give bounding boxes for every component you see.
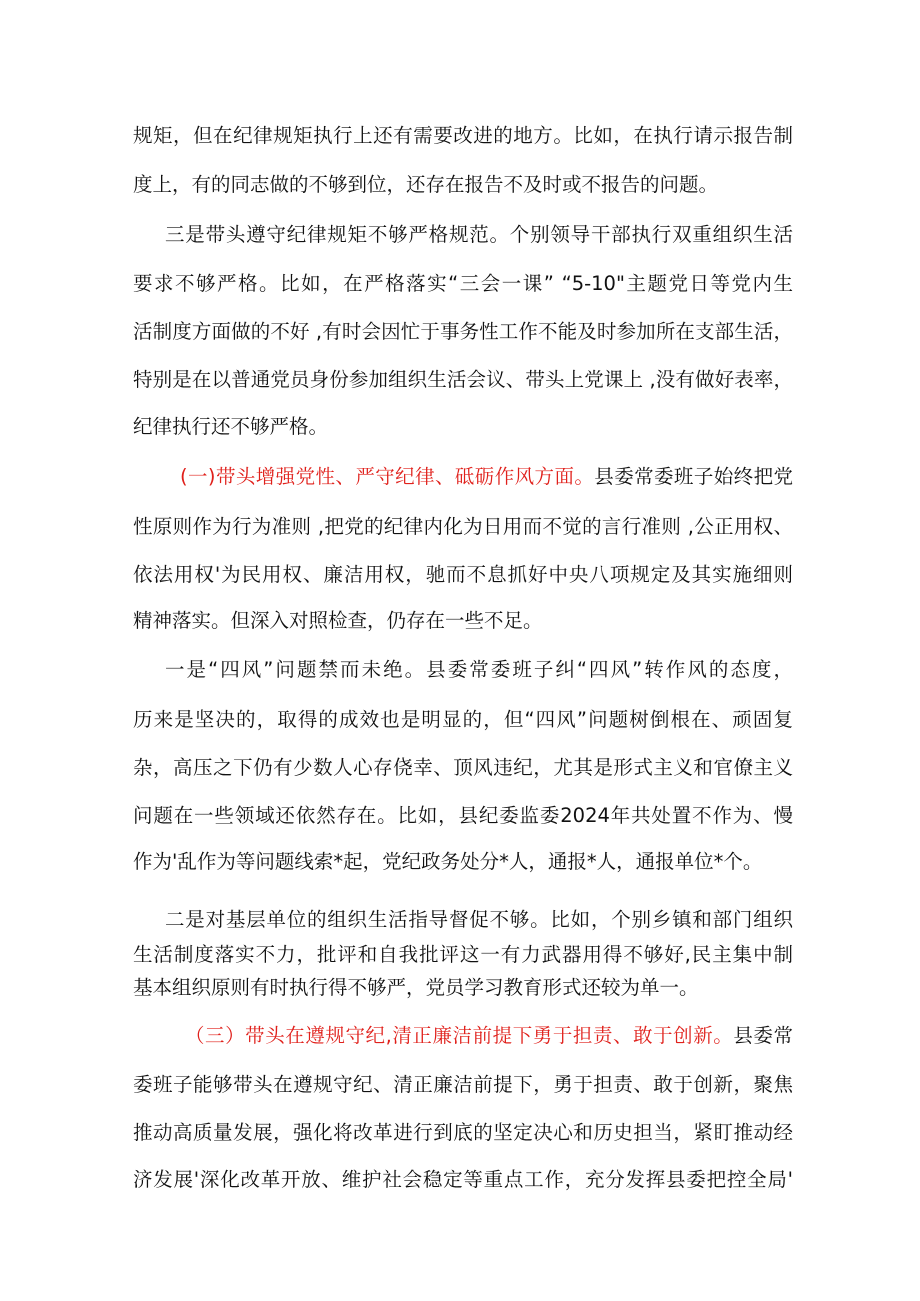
text-line: 要求不够严格。比如，在严格落实“三会一课” “5-10"主题党日等党内生: [133, 272, 793, 295]
text-line: 度上，有的同志做的不够到位，还存在报告不及时或不报告的问题。: [133, 173, 719, 196]
section-heading: (一)带头增强党性、严守纪律、砥砺作风方面。: [180, 465, 595, 488]
text-line: 依法用权'为民用权、廉洁用权，驰而不息抓好中央八项规定及其实施细则: [133, 563, 793, 586]
text-line: 生活制度落实不力，批评和自我批评这一有力武器用得不够好,民主集中制: [133, 943, 793, 966]
text-line: 推动高质量发展，强化将改革进行到底的坚定决心和历史担当，紧盯推动经: [133, 1121, 793, 1144]
section-heading-line: [185, 1022, 793, 1050]
text-line: 委班子能够带头在遵规守纪、清正廉洁前提下，勇于担责、敢于创新，聚焦: [133, 1073, 793, 1096]
text-line: 杂，高压之下仍有少数人心存侥幸、顶风违纪，尤其是形式主义和官僚主义: [133, 756, 793, 779]
text-line: 基本组织原则有时执行得不够严，党员学习教育形式还较为单一。: [133, 976, 699, 999]
text-line: 规矩，但在纪律规矩执行上还有需要改进的地方。比如，在执行请示报告制: [133, 124, 793, 147]
text-line: 特别是在以普通党员身份参加组织生活会议、带头上党课上 ,没有做好表率，: [133, 368, 793, 391]
heading-continuation: 县委常委班子始终把党: [594, 465, 793, 488]
heading-continuation: 县委常: [733, 1024, 793, 1047]
text-line: 性原则作为行为准则 ,把党的纪律内化为日用而不觉的言行准则 ,公正用权、: [133, 515, 793, 538]
text-line: 历来是坚决的，取得的成效也是明显的，但“四风”问题树倒根在、顽固复: [133, 708, 793, 731]
section-heading-line: [180, 463, 793, 491]
text-line: 精神落实。但深入对照检查，仍存在一些不足。: [133, 609, 543, 632]
section-heading: （三）带头在遵规守纪,清正廉洁前提下勇于担责、敢于创新。: [185, 1024, 734, 1047]
text-line: 活制度方面做的不好 ,有时会因忙于事务性工作不能及时参加所在支部生活，: [133, 320, 793, 343]
text-line: 二是对基层单位的组织生活指导督促不够。比如，个别乡镇和部门组织: [165, 908, 793, 931]
text-line: 问题在一些领域还依然存在。比如，县纪委监委2024年共处置不作为、慢: [133, 804, 793, 827]
text-line: 作为'乱作为等问题线索*起，党纪政务处分*人，通报*人，通报单位*个。: [133, 850, 763, 873]
text-line: 纪律执行还不够严格。: [133, 415, 329, 438]
text-line: 济发展'深化改革开放、维护社会稳定等重点工作，充分发挥县委把控全局': [133, 1168, 793, 1191]
text-line: 三是带头遵守纪律规矩不够严格规范。个别领导干部执行双重组织生活: [165, 223, 793, 246]
text-line: 一是“四风”问题禁而未绝。县委常委班子纠“四风”转作风的态度，: [165, 658, 793, 681]
